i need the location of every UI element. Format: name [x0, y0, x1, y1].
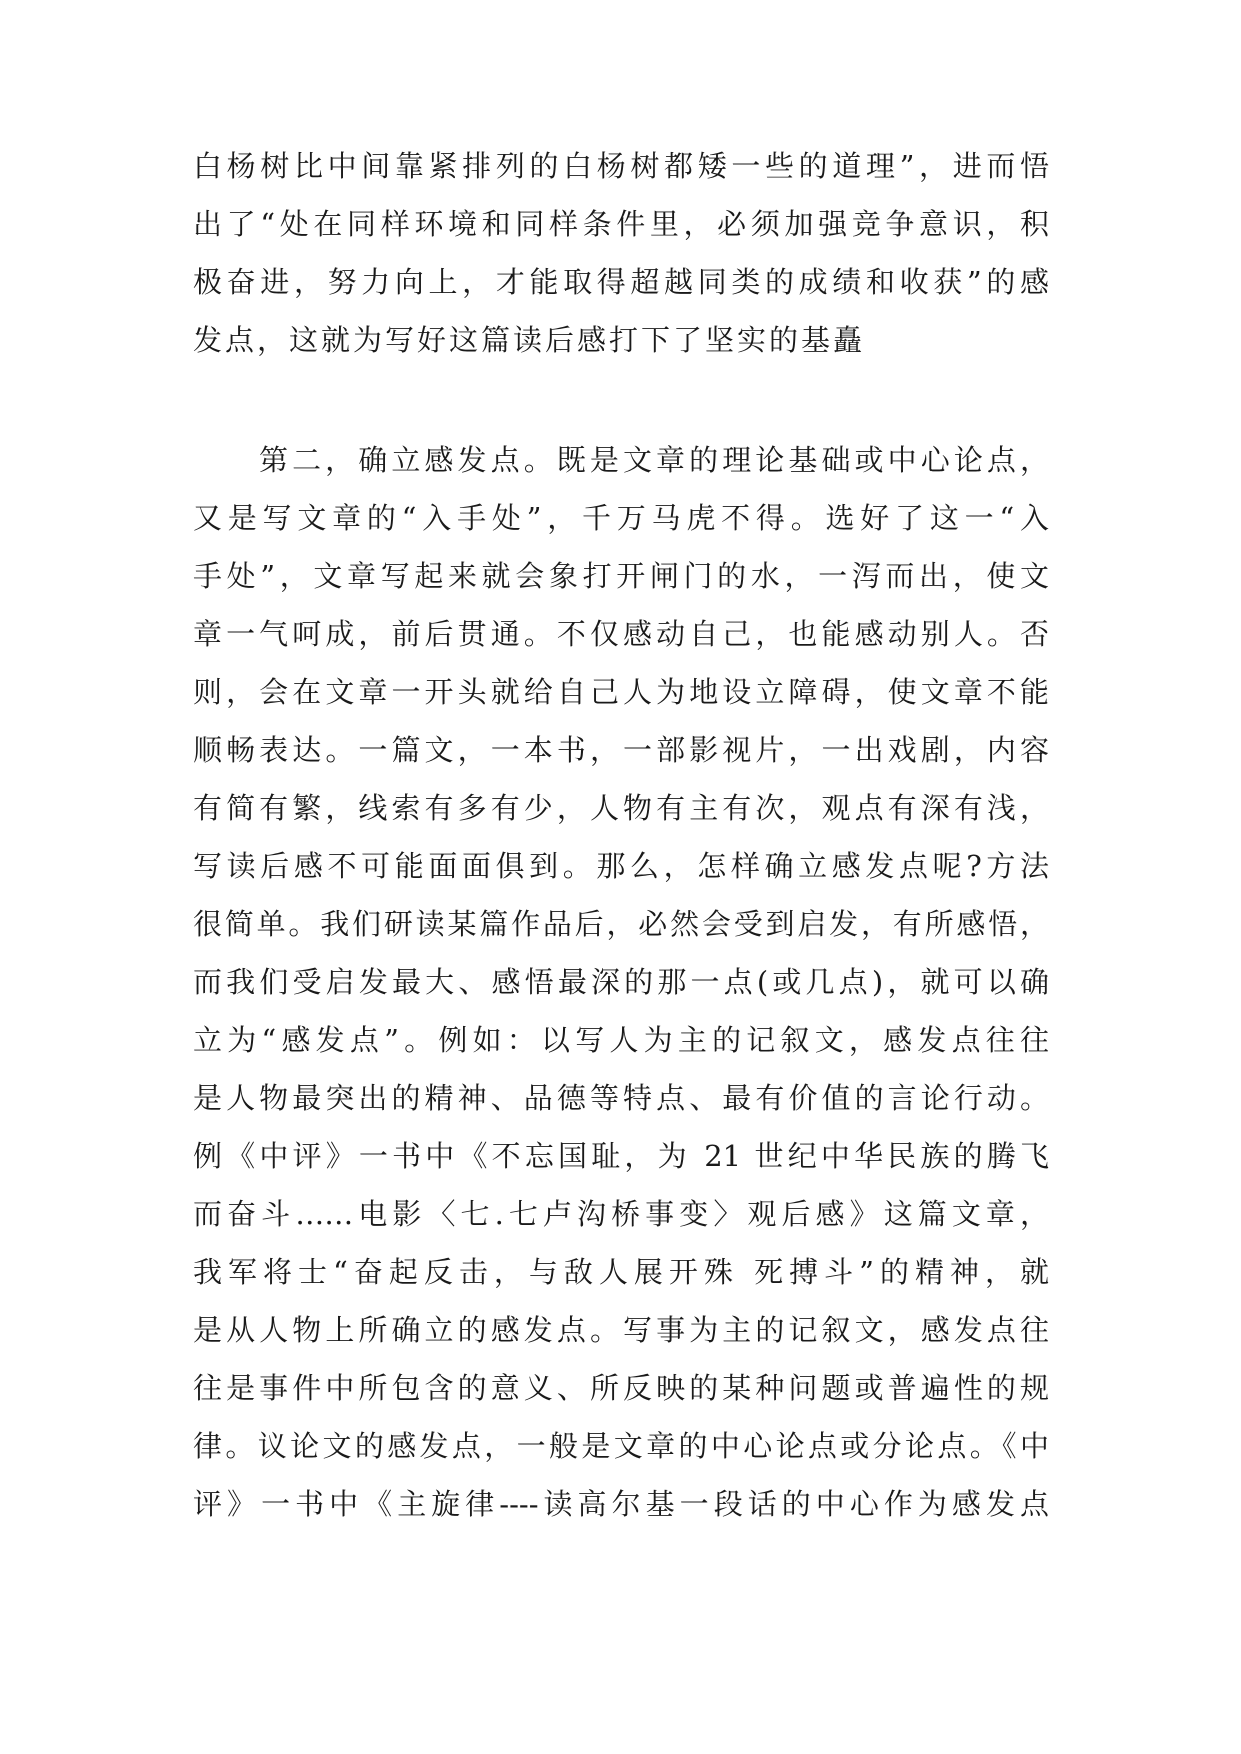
text-line: 是人物最突出的精神、品德等特点、最有价值的言论行动。	[193, 1081, 1049, 1115]
text-line: 又是写文章的“入手处”，千万马虎不得。选好了这一“入	[193, 501, 1049, 535]
text-line: 我军将士“奋起反击，与敌人展开殊 死搏斗”的精神，就	[193, 1255, 1049, 1289]
text-line: 往是事件中所包含的意义、所反映的某种问题或普遍性的规	[193, 1371, 1049, 1405]
text-line: 有简有繁，线索有多有少，人物有主有次，观点有深有浅，	[193, 791, 1049, 825]
text-line: 写读后感不可能面面俱到。那么，怎样确立感发点呢?方法	[193, 849, 1049, 883]
text-line: 例《中评》一书中《不忘国耻，为 21 世纪中华民族的腾飞	[193, 1139, 1049, 1173]
text-line: 章一气呵成，前后贯通。不仅感动自己，也能感动别人。否	[193, 617, 1049, 651]
text-line: 很简单。我们研读某篇作品后，必然会受到启发，有所感悟，	[193, 907, 1049, 941]
text-line: 而我们受启发最大、感悟最深的那一点(或几点)，就可以确	[193, 965, 1049, 999]
text-line: 律。议论文的感发点，一般是文章的中心论点或分论点。《中	[193, 1429, 1049, 1463]
text-line: 立为“感发点”。例如：以写人为主的记叙文，感发点往往	[193, 1023, 1049, 1057]
text-line: 手处”，文章写起来就会象打开闸门的水，一泻而出，使文	[193, 559, 1049, 593]
text-line: 白杨树比中间靠紧排列的白杨树都矮一些的道理”，进而悟	[193, 149, 1049, 183]
text-line: 极奋进，努力向上，才能取得超越同类的成绩和收获”的感	[193, 265, 1049, 299]
text-line: 顺畅表达。一篇文，一本书，一部影视片，一出戏剧，内容	[193, 733, 1049, 767]
text-line: 是从人物上所确立的感发点。写事为主的记叙文，感发点往	[193, 1313, 1049, 1347]
text-line: 而奋斗……电影〈七.七卢沟桥事变〉观后感》这篇文章，	[193, 1197, 1049, 1231]
text-line: 发点，这就为写好这篇读后感打下了坚实的基矗	[193, 323, 866, 357]
paragraph-first-line: 第二，确立感发点。既是文章的理论基础或中心论点，	[259, 443, 1049, 477]
text-line: 出了“处在同样环境和同样条件里，必须加强竞争意识，积	[193, 207, 1049, 241]
text-line: 则，会在文章一开头就给自己人为地设立障碍，使文章不能	[193, 675, 1049, 709]
text-line: 评》一书中《主旋律----读高尔基一段话的中心作为感发点	[193, 1487, 1049, 1521]
